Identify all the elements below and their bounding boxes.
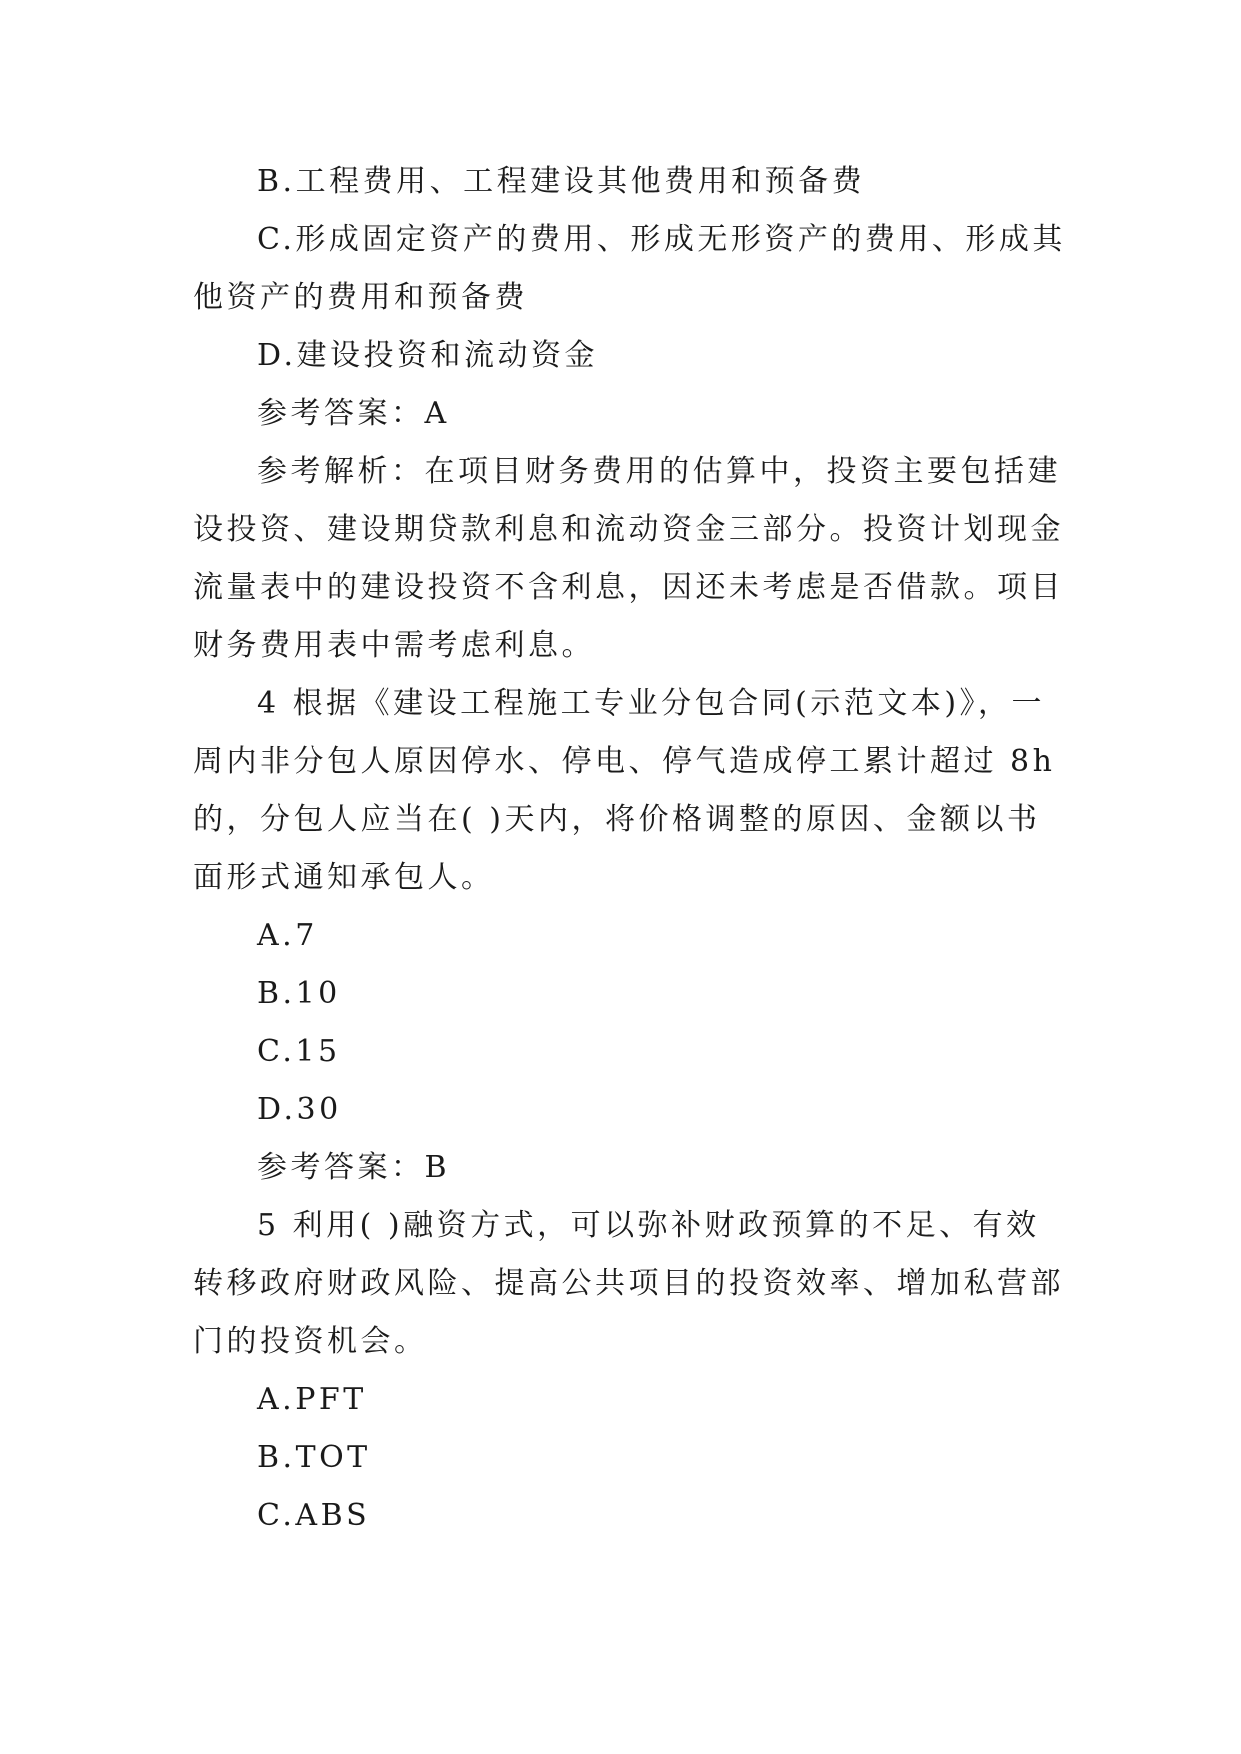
- q5-option-a: A.PFT: [257, 1382, 367, 1417]
- q3-analysis-line3: 流量表中的建设投资不含利息，因还未考虑是否借款。项目: [193, 570, 1064, 605]
- q4-answer: 参考答案：B: [257, 1150, 451, 1185]
- q3-option-c-line2: 他资产的费用和预备费: [193, 280, 528, 315]
- q5-stem-line3: 门的投资机会。: [193, 1324, 428, 1359]
- q5-stem-line1: 5 利用( )融资方式，可以弥补财政预算的不足、有效: [257, 1208, 1040, 1243]
- q4-stem-line3: 的，分包人应当在( )天内，将价格调整的原因、金额以书: [193, 802, 1041, 837]
- q4-stem-line1: 4 根据《建设工程施工专业分包合同(示范文本)》，一: [257, 686, 1046, 721]
- q3-analysis-line1: 参考解析：在项目财务费用的估算中，投资主要包括建: [257, 454, 1061, 489]
- q4-option-a: A.7: [257, 918, 318, 953]
- q5-option-c: C.ABS: [257, 1498, 371, 1533]
- q4-option-d: D.30: [257, 1092, 342, 1127]
- q3-analysis-line4: 财务费用表中需考虑利息。: [193, 628, 595, 663]
- q4-option-c: C.15: [257, 1034, 341, 1069]
- q3-option-c-line1: C.形成固定资产的费用、形成无形资产的费用、形成其: [257, 222, 1066, 257]
- q3-option-d: D.建设投资和流动资金: [257, 338, 599, 373]
- q4-option-b: B.10: [257, 976, 341, 1011]
- q5-stem-line2: 转移政府财政风险、提高公共项目的投资效率、增加私营部: [193, 1266, 1064, 1301]
- q5-option-b: B.TOT: [257, 1440, 371, 1475]
- q3-option-b: B.工程费用、工程建设其他费用和预备费: [257, 164, 866, 199]
- document-body: [193, 153, 1066, 1545]
- q3-analysis-line2: 设投资、建设期贷款利息和流动资金三部分。投资计划现金: [193, 512, 1064, 547]
- q3-answer: 参考答案：A: [257, 396, 450, 431]
- q4-stem-line4: 面形式通知承包人。: [193, 860, 495, 895]
- q4-stem-line2: 周内非分包人原因停水、停电、停气造成停工累计超过 8h: [193, 744, 1056, 779]
